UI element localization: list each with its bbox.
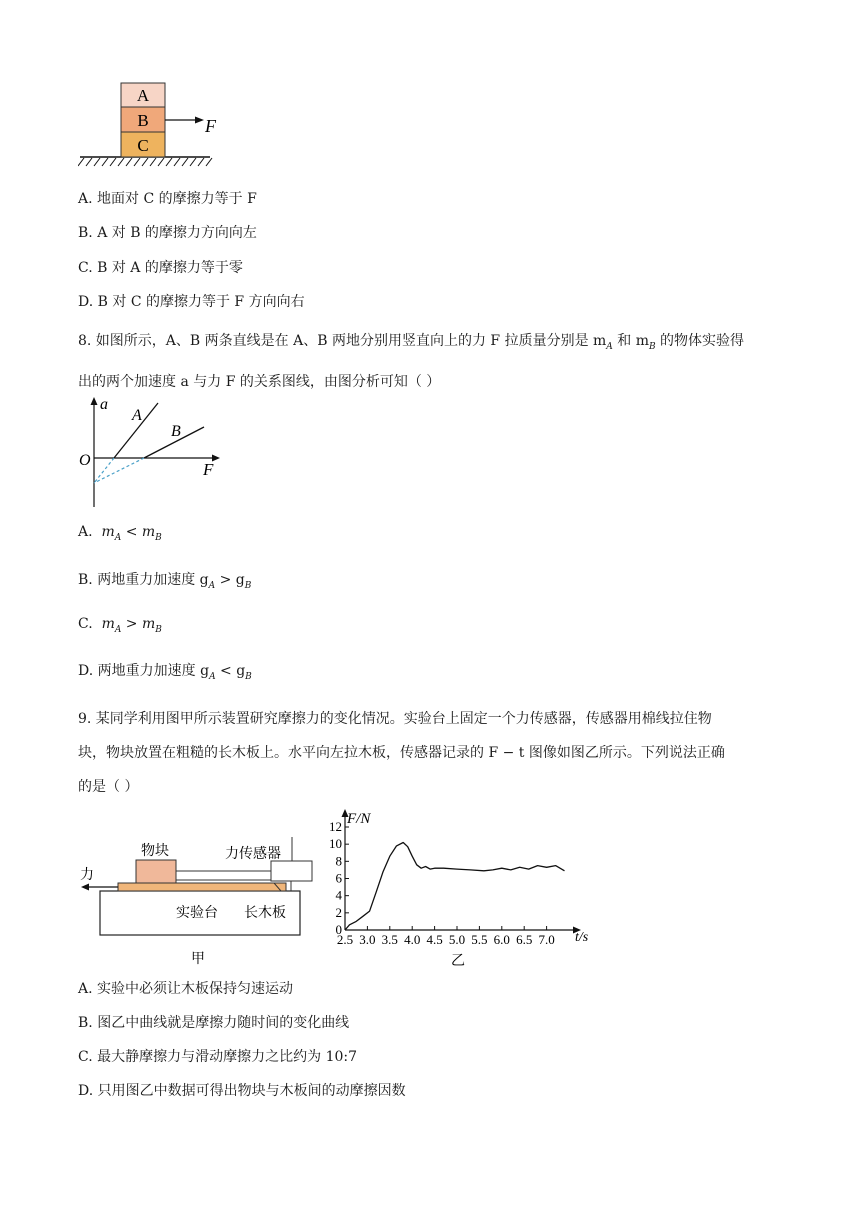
q9-stem-line1: 9. 某同学利用图甲所示装置研究摩擦力的变化情况。实验台上固定一个力传感器，传感器用棉线拉住物 <box>78 711 712 727</box>
q8-option-b: B. 两地重力加速度 $g_A > g_B$ <box>78 572 252 591</box>
q8-option-d: D. 两地重力加速度 $g_A < g_B$ <box>78 663 252 682</box>
q9-option-b: B. 图乙中曲线就是摩擦力随时间的变化曲线 <box>78 1015 350 1031</box>
q8-option-c: C. $m_A > m_B$ <box>78 616 162 635</box>
block-label: 物块 <box>141 844 169 859</box>
x-tick-label: 3.0 <box>359 932 376 947</box>
x-tick-label: 6.0 <box>493 932 510 947</box>
y-tick-label: 4 <box>335 887 342 903</box>
y-tick-label: 12 <box>329 819 342 834</box>
board-label: 长木板 <box>244 906 286 921</box>
q8-a-f-graph <box>76 395 226 510</box>
q9-option-c: C. 最大静摩擦力与滑动摩擦力之比约为 10:7 <box>78 1049 358 1065</box>
slider-block <box>136 860 176 883</box>
q7-option-c: C. B 对 A 的摩擦力等于零 <box>78 260 243 276</box>
block-a-label: A <box>136 86 150 105</box>
origin-label: O <box>79 452 91 469</box>
chart-ylabel: F/N <box>347 811 371 827</box>
line-a-extension <box>94 458 114 483</box>
x-tick-label: 6.5 <box>516 932 533 947</box>
y-tick-label: 8 <box>335 853 342 869</box>
q9-f-t-chart <box>325 805 600 975</box>
figure-jia-caption: 甲 <box>191 952 205 967</box>
x-tick-label: 7.0 <box>538 932 555 947</box>
y-tick-label: 2 <box>335 904 342 920</box>
y-tick-label: 0 <box>335 922 342 937</box>
q8-stem-line1: 8. 如图所示，A、B 两条直线是在 A、B 两地分别用竖直向上的力 F 拉质量分别是 $m_A$ 和 $m_B$ 的物体实验得 <box>78 333 745 352</box>
y-axis-label: a <box>100 396 108 413</box>
q9-stem-line2: 块，物块放置在粗糙的长木板上。水平向左拉木板，传感器记录的 F − t 图像如图乙所示。下列说法正确 <box>78 745 725 761</box>
q9-apparatus-figure <box>78 835 328 975</box>
q7-blocks-figure <box>78 80 228 170</box>
sensor-label: 力传感器 <box>225 847 281 862</box>
x-tick-label: 4.0 <box>404 932 421 947</box>
force-curve <box>345 843 565 931</box>
force-sensor <box>271 861 312 881</box>
x-axis-label: F <box>203 460 214 479</box>
y-tick-label: 10 <box>329 836 342 852</box>
q7-option-a: A. 地面对 C 的摩擦力等于 F <box>78 191 257 207</box>
q7-option-d: D. B 对 C 的摩擦力等于 F 方向向右 <box>78 294 305 310</box>
block-b-label: B <box>137 111 149 130</box>
q9-option-d: D. 只用图乙中数据可得出物块与木板间的动摩擦因数 <box>78 1083 406 1099</box>
x-tick-label: 5.0 <box>448 932 466 947</box>
x-tick-label: 2.5 <box>336 932 354 947</box>
force-label: F <box>205 116 216 136</box>
line-a-label: A <box>132 407 142 424</box>
figure-yi-caption: 乙 <box>451 954 465 969</box>
x-tick-label: 5.5 <box>471 932 488 947</box>
ground-hatching <box>78 158 212 166</box>
q9-option-a: A. 实验中必须让木板保持匀速运动 <box>78 981 294 997</box>
q8-option-a: A. $m_A < m_B$ <box>78 524 162 543</box>
long-board <box>118 883 286 891</box>
block-c-label: C <box>137 136 149 155</box>
force-label: 力 <box>80 868 94 883</box>
line-b-extension <box>94 458 144 483</box>
q8-stem-line2: 出的两个加速度 a 与力 F 的关系图线，由图分析可知（ ） <box>78 374 441 390</box>
table-label: 实验台 <box>176 906 218 921</box>
q7-option-b: B. A 对 B 的摩擦力方向向左 <box>78 225 257 241</box>
x-tick-label: 4.5 <box>426 932 443 947</box>
line-b-label: B <box>171 423 181 440</box>
chart-xlabel: t/s <box>575 930 589 945</box>
x-tick-label: 3.5 <box>381 932 398 947</box>
q9-stem-line3: 的是（ ） <box>78 779 139 795</box>
y-tick-label: 6 <box>335 870 342 886</box>
